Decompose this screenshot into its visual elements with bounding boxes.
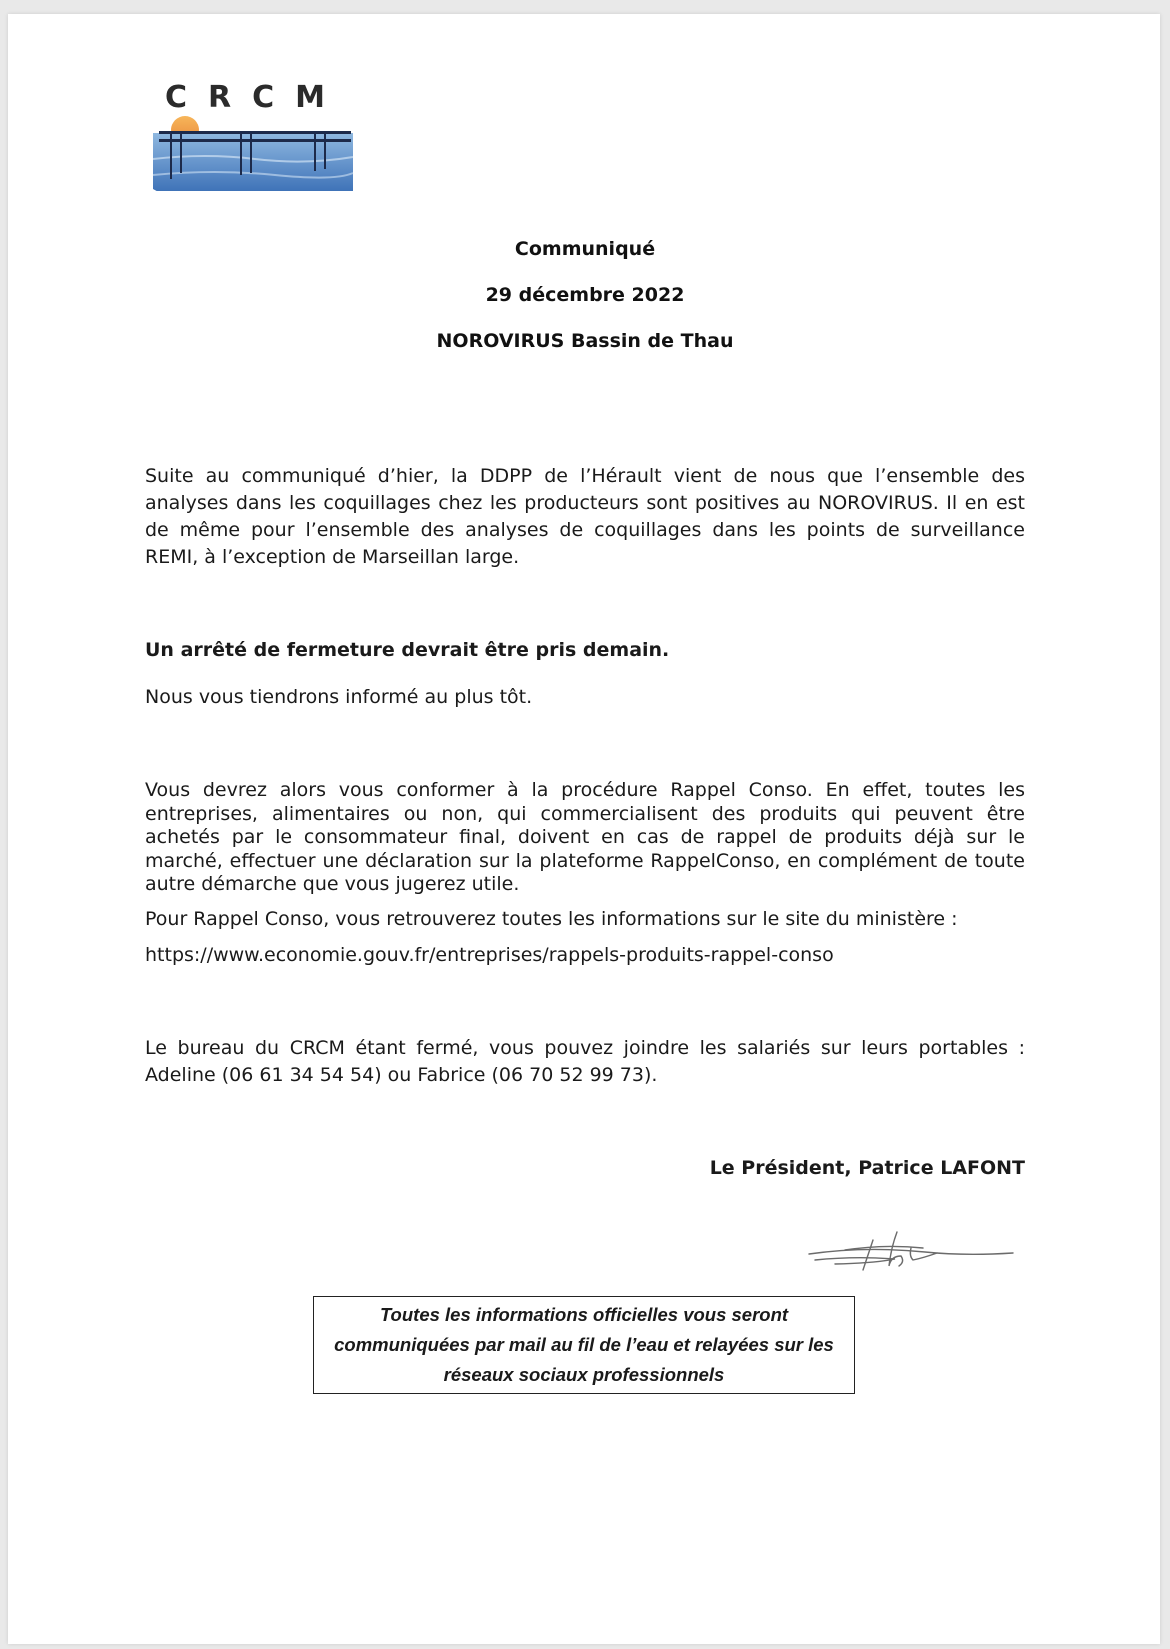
- communique-date: 29 décembre 2022: [485, 284, 685, 306]
- inform-statement: Nous vous tiendrons informé au plus tôt.: [145, 686, 533, 708]
- rappel-paragraph: Vous devrez alors vous conformer à la procédure Rappel Conso. En effet, toutes les entreprises, alimentaires ou non, qui commercialisent des produits qui peuvent être achetés par le consommateur final, doivent en cas de rappel de produits déjà sur le marché, effectuer une déclaration sur la plateforme RappelConso, en complément de toute autre démarche que vous jugerez utile.: [145, 779, 1025, 895]
- rappel-info-line: Pour Rappel Conso, vous retrouverez toutes les informations sur le site du ministère :: [145, 908, 958, 930]
- pier-sunset-icon: [145, 109, 360, 204]
- logo-text: CRCM: [165, 80, 346, 115]
- signer-name: Le Président, Patrice LAFONT: [709, 1157, 1025, 1179]
- communique-subject: NOROVIRUS Bassin de Thau: [436, 330, 734, 352]
- intro-paragraph: Suite au communiqué d’hier, la DDPP de l’Hérault vient de nous que l’ensemble des analyses dans les coquillages chez les producteurs sont positives au NOROVIRUS. Il en est de même pour l’ensemble des analyses de coquillages dans les points de surveillance REMI, à l’exception de Marseillan large.: [145, 465, 1025, 568]
- contact-paragraph: Le bureau du CRCM étant fermé, vous pouvez joindre les salariés sur leurs portables : Adeline (06 61 34 54 54) ou Fabrice (06 70 52 99 73).: [145, 1037, 1025, 1086]
- ministry-url[interactable]: https://www.economie.gouv.fr/entreprises/rappels-produits-rappel-conso: [145, 944, 834, 966]
- closure-statement: Un arrêté de fermeture devrait être pris demain.: [145, 639, 670, 661]
- communique-title: Communiqué: [514, 238, 656, 260]
- handwritten-signature: [805, 1226, 1015, 1276]
- official-notice-text: Toutes les informations officielles vous seront communiquées par mail au fil de l’eau et relayées sur les réseaux sociaux professionnels: [334, 1304, 834, 1385]
- official-notice-box: [313, 1296, 855, 1394]
- crcm-logo: [145, 64, 360, 202]
